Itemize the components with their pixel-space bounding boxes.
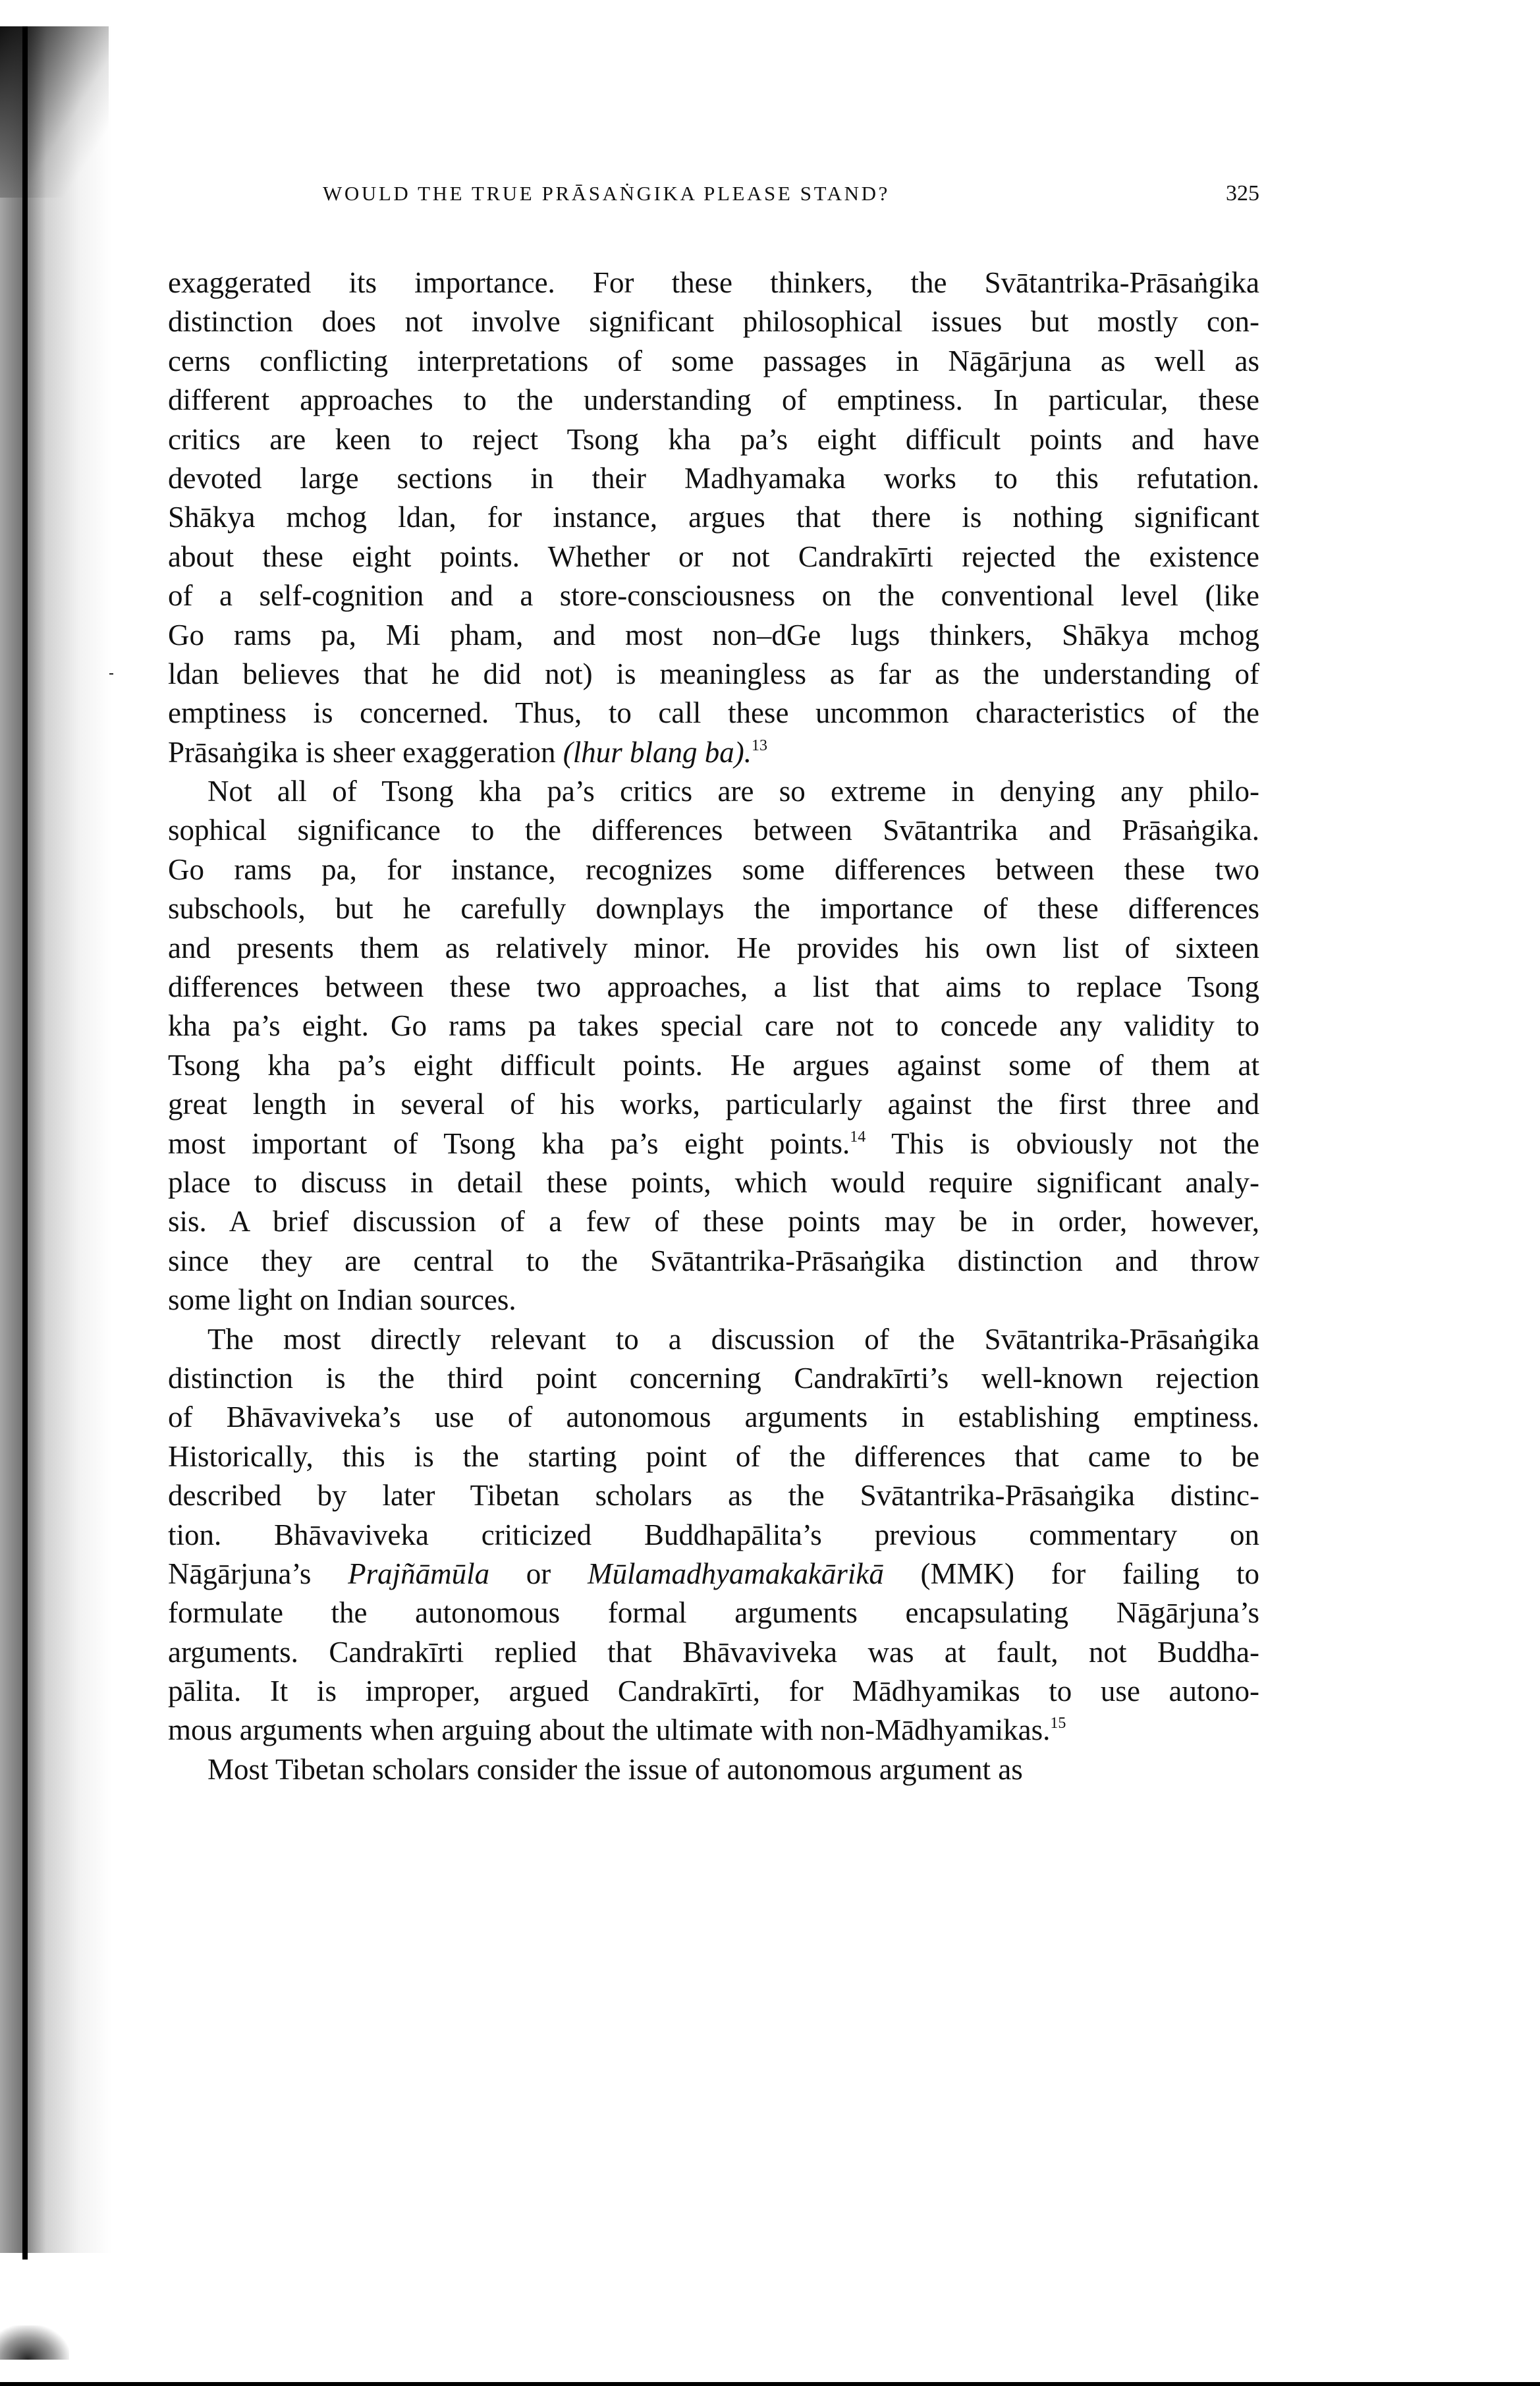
text-segment: distinction is the third point concerning Candrakīrti’s well-known rejection bbox=[168, 1361, 1259, 1395]
scan-speck bbox=[109, 673, 113, 675]
text-segment: Go rams pa, for instance, recognizes some differences between these two bbox=[168, 852, 1259, 886]
text-segment: Most Tibetan scholars consider the issue of autonomous argument as bbox=[207, 1752, 1023, 1786]
text-segment: Tsong kha pa’s eight difficult points. He argues against some of them at bbox=[168, 1048, 1259, 1082]
gutter-spine-line bbox=[22, 26, 28, 2260]
text-line bbox=[168, 459, 1259, 498]
text-segment: or bbox=[489, 1557, 588, 1590]
text-segment: ldan believes that he did not) is meaningless as far as the understanding of bbox=[168, 657, 1259, 690]
text-line bbox=[168, 850, 1259, 889]
text-segment: of Bhāvaviveka’s use of autonomous arguments in establishing emptiness. bbox=[168, 1401, 1259, 1434]
text-segment: about these eight points. Whether or not Candrakīrti rejected the existence bbox=[168, 540, 1259, 573]
text-segment: differences between these two approaches, a list that aims to replace Tsong bbox=[168, 970, 1259, 1004]
text-segment: (MMK) for failing to bbox=[883, 1557, 1259, 1590]
text-line bbox=[168, 1163, 1259, 1202]
text-line bbox=[168, 889, 1259, 928]
gutter-shade bbox=[0, 26, 112, 2253]
running-header bbox=[323, 179, 1259, 208]
gutter-top-shadow bbox=[0, 26, 109, 198]
text-line bbox=[168, 498, 1259, 537]
text-segment: pālita. It is improper, argued Candrakīrti, for Mādhyamikas to use autono- bbox=[168, 1675, 1259, 1708]
text-line bbox=[168, 733, 1259, 772]
text-line bbox=[168, 1437, 1259, 1476]
text-line bbox=[168, 1594, 1259, 1632]
text-line bbox=[168, 420, 1259, 459]
text-segment: place to discuss in detail these points, which would require significant analy- bbox=[168, 1165, 1259, 1199]
text-line bbox=[168, 1711, 1259, 1750]
text-segment: cerns conflicting interpretations of some passages in Nāgārjuna as well as bbox=[168, 344, 1259, 377]
paragraph-first-line bbox=[168, 1320, 1259, 1359]
text-line bbox=[168, 1672, 1259, 1711]
text-line bbox=[168, 538, 1259, 576]
text-segment: Nāgārjuna’s bbox=[168, 1557, 348, 1590]
text-segment: sis. A brief discussion of a few of these points may be in order, however, bbox=[168, 1205, 1259, 1238]
text-segment: kha pa’s eight. Go rams pa takes special care not to concede any validity to bbox=[168, 1009, 1259, 1043]
text-line bbox=[168, 655, 1259, 694]
text-segment: of a self-cognition and a store-consciousness on the conventional level (like bbox=[168, 579, 1259, 613]
footnote-reference: 14 bbox=[850, 1128, 866, 1146]
italic-term: (lhur blang ba). bbox=[563, 735, 752, 769]
text-segment: Historically, this is the starting point of the differences that came to be bbox=[168, 1439, 1259, 1473]
text-segment: This is obviously not the bbox=[866, 1126, 1259, 1160]
footnote-reference: 15 bbox=[1050, 1715, 1066, 1733]
text-line bbox=[168, 381, 1259, 420]
text-line bbox=[168, 1516, 1259, 1555]
text-line bbox=[168, 1124, 1259, 1163]
text-segment: most important of Tsong kha pa’s eight points. bbox=[168, 1126, 850, 1160]
text-segment: Go rams pa, Mi pham, and most non–dGe lugs thinkers, Shākya mchog bbox=[168, 618, 1259, 652]
text-line bbox=[168, 1281, 1259, 1319]
text-segment: formulate the autonomous formal arguments encapsulating Nāgārjuna’s bbox=[168, 1596, 1259, 1630]
gutter-bottom-shadow bbox=[0, 2325, 69, 2360]
italic-term: Mūlamadhyamakakārikā bbox=[587, 1557, 884, 1590]
text-segment: emptiness is concerned. Thus, to call these uncommon characteristics of the bbox=[168, 696, 1259, 730]
running-head-title: WOULD THE TRUE PRĀSAṄGIKA PLEASE STAND? bbox=[323, 182, 890, 205]
text-line bbox=[168, 1046, 1259, 1085]
text-segment: critics are keen to reject Tsong kha pa’s eight difficult points and have bbox=[168, 422, 1259, 456]
text-segment: and presents them as relatively minor. He provides his own list of sixteen bbox=[168, 931, 1259, 964]
text-segment: tion. Bhāvaviveka criticized Buddhapālita’s previous commentary on bbox=[168, 1518, 1259, 1551]
text-line bbox=[168, 1633, 1259, 1672]
text-line bbox=[168, 811, 1259, 850]
text-line bbox=[168, 1085, 1259, 1124]
text-segment: distinction does not involve significant philosophical issues but mostly con- bbox=[168, 305, 1259, 339]
text-line bbox=[168, 1007, 1259, 1045]
text-segment: arguments. Candrakīrti replied that Bhāvaviveka was at fault, not Buddha- bbox=[168, 1635, 1259, 1669]
text-segment: Not all of Tsong kha pa’s critics are so extreme in denying any philo- bbox=[207, 775, 1259, 808]
text-segment: subschools, but he carefully downplays the importance of these differences bbox=[168, 892, 1259, 926]
text-segment: great length in several of his works, particularly against the first three and bbox=[168, 1088, 1259, 1121]
italic-term: Prajñāmūla bbox=[348, 1557, 490, 1590]
text-segment: Shākya mchog ldan, for instance, argues that there is nothing significant bbox=[168, 501, 1259, 534]
text-line bbox=[168, 1202, 1259, 1241]
text-segment: Prāsaṅgika is sheer exaggeration bbox=[168, 735, 563, 769]
text-line bbox=[168, 302, 1259, 341]
text-segment: some light on Indian sources. bbox=[168, 1283, 516, 1317]
text-line bbox=[168, 694, 1259, 733]
text-segment: described by later Tibetan scholars as the Svātantrika-Prāsaṅgika distinc- bbox=[168, 1479, 1259, 1512]
binding-gutter-shadow bbox=[0, 13, 112, 2240]
text-segment: exaggerated its importance. For these thinkers, the Svātantrika-Prāsaṅgika bbox=[168, 266, 1259, 299]
text-line bbox=[168, 968, 1259, 1007]
page-number: 325 bbox=[1226, 181, 1259, 206]
paragraph-first-line bbox=[168, 772, 1259, 811]
paragraph-first-line bbox=[168, 1750, 1259, 1789]
text-segment: devoted large sections in their Madhyamaka works to this refutation. bbox=[168, 461, 1259, 495]
text-line bbox=[168, 1555, 1259, 1594]
text-segment: The most directly relevant to a discussion of the Svātantrika-Prāsaṅgika bbox=[207, 1322, 1259, 1356]
text-line bbox=[168, 342, 1259, 381]
text-line bbox=[168, 929, 1259, 968]
text-segment: since they are central to the Svātantrika-Prāsaṅgika distinction and throw bbox=[168, 1244, 1259, 1277]
text-line bbox=[168, 1359, 1259, 1398]
body-text bbox=[168, 264, 1259, 1789]
footnote-reference: 13 bbox=[752, 736, 768, 754]
text-line bbox=[168, 616, 1259, 655]
text-segment: sophical significance to the differences between Svātantrika and Prāsaṅgika. bbox=[168, 814, 1259, 847]
text-line bbox=[168, 1242, 1259, 1281]
text-segment: different approaches to the understanding of emptiness. In particular, these bbox=[168, 383, 1259, 417]
text-line bbox=[168, 576, 1259, 615]
text-segment: mous arguments when arguing about the ultimate with non-Mādhyamikas. bbox=[168, 1713, 1051, 1747]
text-line bbox=[168, 264, 1259, 302]
text-line bbox=[168, 1476, 1259, 1515]
text-line bbox=[168, 1398, 1259, 1437]
scan-bottom-edge bbox=[0, 2382, 1540, 2386]
